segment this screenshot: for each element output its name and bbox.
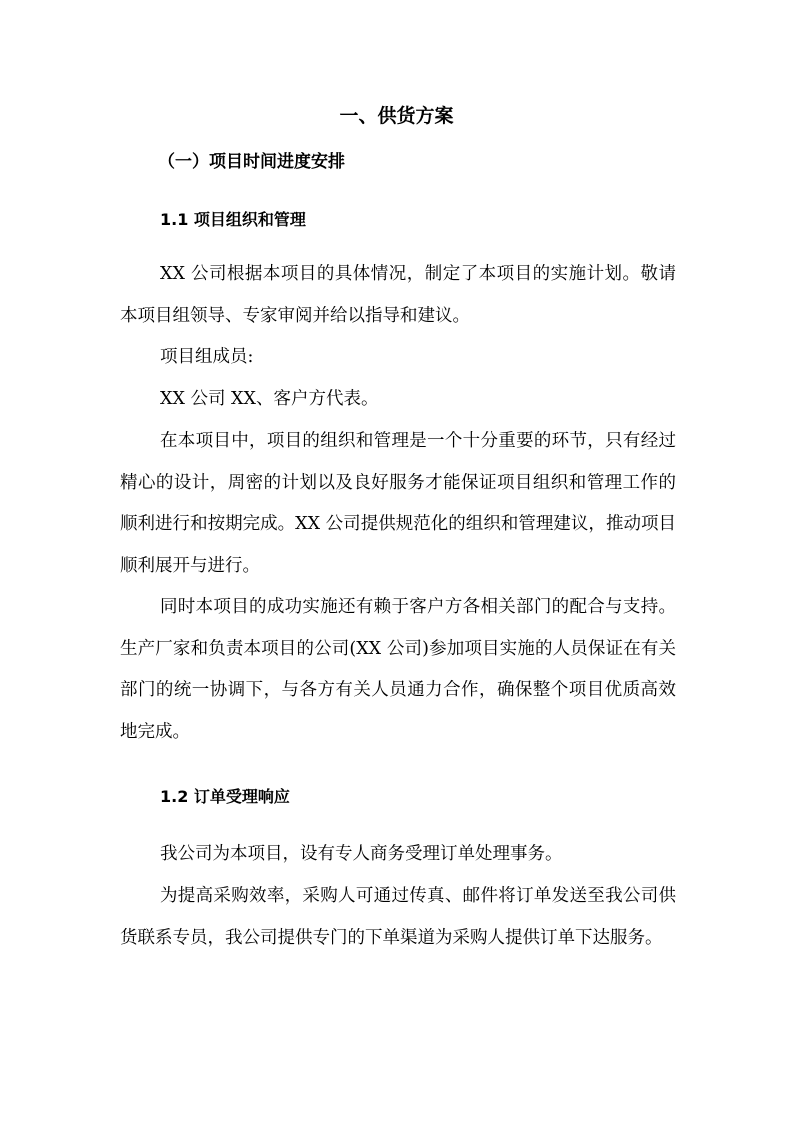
section-heading: （一）项目时间进度安排 bbox=[158, 152, 345, 172]
paragraph-team-label: 项目组成员: bbox=[160, 347, 254, 367]
paragraph-management: 在本项目中，项目的组织和管理是一个十分重要的环节，只有经过精心的设计，周密的计划以及良好服务才能保证项目组织和管理工作的顺利进行和按期完成。XX 公司提供规范化的组织和管理建议，推动项目顺利展开与进行。 bbox=[120, 431, 676, 576]
paragraph-team-members: XX 公司 XX、客户方代表。 bbox=[160, 389, 379, 409]
paragraph-order-staff: 我公司为本项目，设有专人商务受理订单处理事务。 bbox=[160, 844, 563, 864]
paragraph-intro: XX 公司根据本项目的具体情况，制定了本项目的实施计划。敬请本项目组领导、专家审阅并给以指导和建议。 bbox=[120, 264, 676, 326]
subsection-heading-1-1: 1.1 项目组织和管理 bbox=[160, 210, 306, 229]
paragraph-order-channel: 为提高采购效率，采购人可通过传真、邮件将订单发送至我公司供货联系专员，我公司提供专门的下单渠道为采购人提供订单下达服务。 bbox=[120, 886, 676, 948]
document-title: 一、供货方案 bbox=[339, 105, 454, 127]
subsection-heading-1-2: 1.2 订单受理响应 bbox=[160, 787, 290, 806]
paragraph-cooperation: 同时本项目的成功实施还有赖于客户方各相关部门的配合与支持。生产厂家和负责本项目的公司(XX 公司)参加项目实施的人员保证在有关部门的统一协调下，与各方有关人员通力合作，确保整个项目优质高效地完成。 bbox=[120, 597, 676, 742]
